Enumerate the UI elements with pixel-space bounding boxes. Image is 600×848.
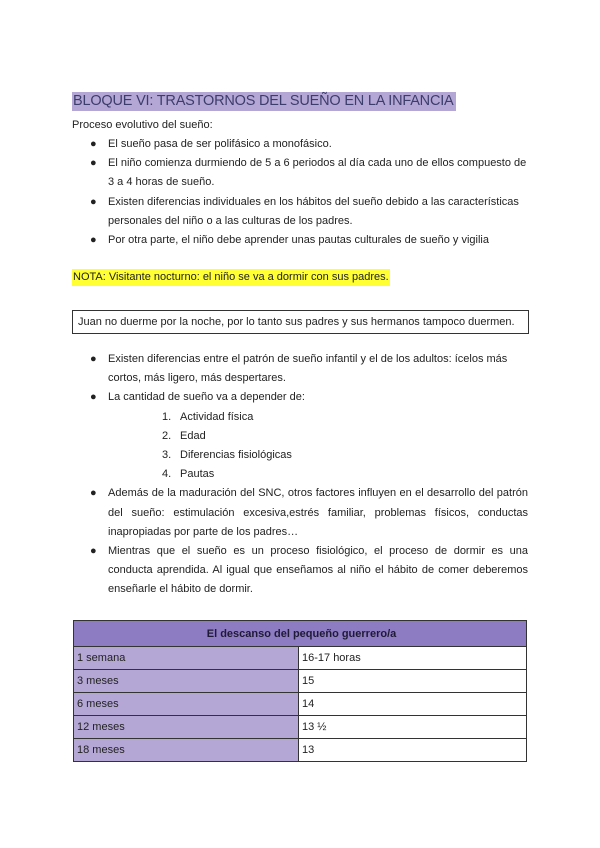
list-item: [72, 154, 528, 192]
bullet-icon: ●: [90, 157, 97, 170]
table-header-row: [74, 621, 527, 647]
table-row: [74, 693, 527, 716]
list-item-text: La cantidad de sueño va a depender de:: [108, 391, 305, 404]
list-item: [72, 388, 528, 484]
bullet-icon: ●: [90, 234, 97, 247]
numbered-item: [108, 465, 528, 484]
age-cell: 3 meses: [74, 670, 299, 693]
numbered-item: [108, 446, 528, 465]
factors-numbered-list: [108, 408, 528, 485]
list-item-text: Además de la maduración del SNC, otros factores influyen en el desarrollo del patrón del sueño: estimulación excesiva,estrés familiar, problemas físicos, conductas inapropiadas por parte de los padres…: [108, 487, 528, 538]
bullet-icon: ●: [90, 391, 97, 404]
list-item-text: El niño comienza durmiendo de 5 a 6 periodos al día cada uno de ellos compuesto de 3 a 4 horas de sueño.: [108, 157, 527, 189]
list-item: [72, 193, 528, 231]
bullet-icon: ●: [90, 353, 97, 365]
numbered-item: [108, 408, 528, 427]
bullet-icon: ●: [90, 487, 97, 500]
list-item: [72, 231, 528, 250]
list-item-text: Por otra parte, el niño debe aprender unas pautas culturales de sueño y vigilia: [108, 234, 489, 247]
bullet-icon: ●: [90, 195, 97, 208]
list-item: [72, 484, 528, 542]
table-row: [74, 716, 527, 739]
item-number: 3.: [162, 449, 172, 462]
list-item: [72, 350, 528, 388]
numbered-item-text: Pautas: [180, 468, 215, 481]
table-row: [74, 647, 527, 670]
sleep-facts-bullet-list: [72, 350, 528, 600]
hours-cell: 15: [299, 670, 527, 693]
example-box: Juan no duerme por la noche, por lo tanto sus padres y sus hermanos tampoco duermen.: [72, 310, 529, 334]
bullet-icon: ●: [90, 545, 97, 558]
list-item-text: El sueño pasa de ser polifásico a monofásico.: [108, 138, 332, 150]
section-heading: BLOQUE VI: TRASTORNOS DEL SUEÑO EN LA INFANCIA: [73, 93, 454, 109]
numbered-item-text: Diferencias fisiológicas: [180, 449, 292, 462]
bullet-icon: ●: [90, 138, 97, 150]
item-number: 4.: [162, 468, 172, 481]
age-cell: 18 meses: [74, 739, 299, 762]
table-title: El descanso del pequeño guerrero/a: [74, 621, 527, 647]
list-item: [72, 542, 528, 600]
intro-text: Proceso evolutivo del sueño:: [72, 119, 213, 131]
age-cell: 12 meses: [74, 716, 299, 739]
numbered-item-text: Edad: [180, 429, 206, 442]
hours-cell: 13 ½: [299, 716, 527, 739]
numbered-item: [108, 427, 528, 446]
hours-cell: 14: [299, 693, 527, 716]
hours-cell: 16-17 horas: [299, 647, 527, 670]
highlighted-note: NOTA: Visitante nocturno: el niño se va a dormir con sus padres.: [72, 269, 390, 286]
numbered-item-text: Actividad física: [180, 410, 254, 423]
age-cell: 1 semana: [74, 647, 299, 670]
item-number: 1.: [162, 410, 172, 423]
list-item-text: Existen diferencias entre el patrón de sueño infantil y el de los adultos: ícelos más cortos, más ligero, más despertares.: [108, 353, 508, 385]
table-row: [74, 739, 527, 762]
age-cell: 6 meses: [74, 693, 299, 716]
item-number: 2.: [162, 429, 172, 442]
list-item-text: Existen diferencias individuales en los hábitos del sueño debido a las características personales del niño o a las culturas de los padres.: [108, 195, 519, 227]
list-item: [72, 135, 528, 154]
hours-cell: 13: [299, 739, 527, 762]
evolution-bullet-list: [72, 135, 528, 250]
sleep-hours-table: [73, 620, 527, 762]
table-row: [74, 670, 527, 693]
list-item-text: Mientras que el sueño es un proceso fisiológico, el proceso de dormir es una conducta aprendida. Al igual que enseñamos al niño el hábito de comer deberemos enseñarle el hábito de dormir.: [108, 545, 528, 596]
